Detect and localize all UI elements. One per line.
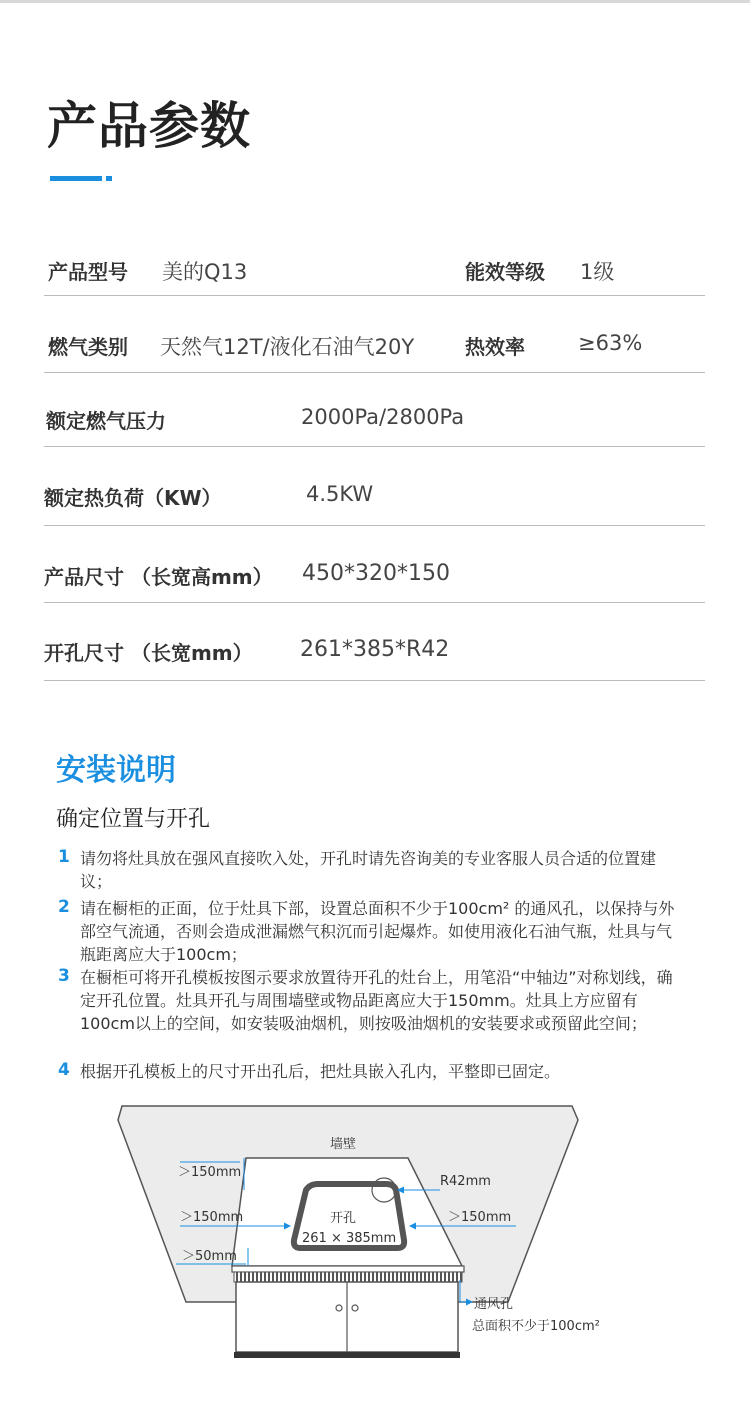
right-gap-label: ＞150mm: [448, 1210, 512, 1225]
title-underline-dot: [106, 176, 112, 181]
step-number: 1: [58, 847, 70, 867]
param-label: 能效等级: [465, 260, 545, 284]
param-row: [44, 372, 705, 447]
param-row: [44, 240, 705, 296]
param-row: [44, 295, 705, 373]
install-diagram: [0, 1090, 750, 1370]
top-gap-label: ＞150mm: [178, 1165, 242, 1180]
step-text: 根据开孔模板上的尺寸开出孔后，把灶具嵌入孔内，平整即已固定。: [80, 1062, 561, 1081]
param-value: 1级: [580, 260, 615, 284]
step-text: 请勿将灶具放在强风直接吹入处，开孔时请先咨询美的专业客服人员合适的位置建议；: [80, 849, 657, 891]
param-label: 额定燃气压力: [46, 409, 166, 433]
param-value: 2000Pa/2800Pa: [301, 405, 465, 429]
page-title: 产品参数: [47, 97, 251, 155]
param-value: ≥63%: [578, 331, 643, 355]
top-divider: [0, 0, 750, 3]
vent-grill: [234, 1272, 462, 1282]
param-row: [44, 602, 705, 681]
param-value: 天然气12T/液化石油气20Y: [160, 335, 415, 359]
param-label: 产品型号: [48, 260, 128, 284]
step-number: 3: [58, 966, 70, 986]
param-value: 4.5KW: [306, 482, 374, 506]
param-label: 热效率: [465, 335, 525, 359]
cabinet-base: [234, 1352, 460, 1358]
radius-label: R42mm: [440, 1174, 491, 1189]
install-subtitle: 确定位置与开孔: [56, 807, 211, 832]
param-value: 450*320*150: [302, 561, 450, 586]
wall-label: 墙壁: [330, 1137, 357, 1152]
vent-note: 总面积不少于100cm²: [472, 1319, 600, 1334]
param-row: [44, 525, 705, 603]
step-text: 在橱柜可将开孔模板按图示要求放置待开孔的灶台上，用笔沿“中轴边”对称划线，确定开孔位置。灶具开孔与周围墙壁或物品距离应大于150mm。灶具上方应留有100cm以上的空间，如安装吸油烟机，则按吸油烟机的安装要求或预留此空间；: [80, 968, 673, 1033]
title-underline: [50, 176, 102, 181]
counter-edge: [232, 1266, 464, 1272]
param-value: 261*385*R42: [300, 637, 450, 662]
vent-label: 通风孔: [474, 1297, 514, 1312]
param-value: 美的Q13: [162, 260, 248, 284]
front-gap-label: ＞50mm: [182, 1249, 237, 1264]
param-row: [44, 446, 705, 526]
hole-size-label: 261 × 385mm: [302, 1231, 397, 1246]
param-label: 额定热负荷（KW）: [44, 486, 222, 510]
param-label: 开孔尺寸 （长宽mm）: [44, 641, 253, 665]
param-label: 燃气类别: [48, 335, 128, 359]
install-title: 安装说明: [56, 753, 176, 788]
left-gap-label: ＞150mm: [180, 1210, 244, 1225]
step-number: 2: [58, 897, 70, 917]
hole-label: 开孔: [330, 1211, 357, 1226]
param-label: 产品尺寸 （长宽高mm）: [44, 565, 273, 589]
step-number: 4: [58, 1060, 70, 1080]
step-text: 请在橱柜的正面，位于灶具下部，设置总面积不少于100cm² 的通风孔，以保持与外部空气流通，否则会造成泄漏燃气积沉而引起爆炸。如使用液化石油气瓶，灶具与气瓶距离应大于100cm；: [80, 899, 675, 964]
